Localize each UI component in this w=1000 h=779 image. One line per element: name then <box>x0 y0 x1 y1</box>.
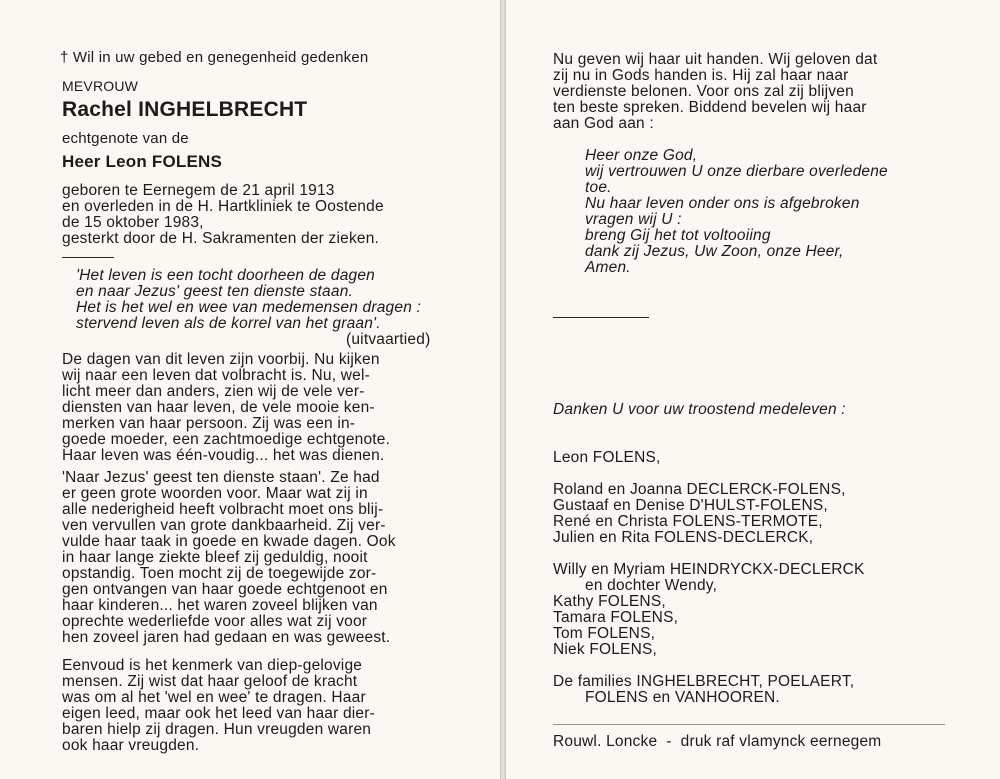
family-line: FOLENS en VANHOOREN. <box>585 689 780 706</box>
text-line: baren hielp zij dragen. Hun vreugden waren <box>62 721 372 738</box>
spouse-intro: echtgenote van de <box>62 130 189 147</box>
family-line: Niek FOLENS, <box>553 641 658 658</box>
prayer-line: Nu haar leven onder ons is afgebroken <box>585 195 860 212</box>
divider <box>553 317 649 318</box>
text-line: alle nederigheid heeft volbracht moet ons blij- <box>62 501 384 518</box>
prayer-line: wij vertrouwen U onze dierbare overledene <box>585 163 888 180</box>
bio-line: de 15 oktober 1983, <box>62 214 204 231</box>
text-line: aan God aan : <box>553 115 654 132</box>
family-line: De families INGHELBRECHT, POELAERT, <box>553 673 855 690</box>
deceased-name: Rachel INGHELBRECHT <box>62 98 308 121</box>
family-line: Kathy FOLENS, <box>553 593 666 610</box>
printer-footer: Rouwl. Loncke - druk raf vlamynck eernegem <box>553 733 882 750</box>
quote-line: Het is het wel en wee van medemensen dragen : <box>76 299 422 316</box>
bio-line: gesterkt door de H. Sakramenten der zieken. <box>62 230 380 247</box>
spouse-name: Heer Leon FOLENS <box>62 152 223 171</box>
text-line: eigen leed, maar ook het leed van haar dier- <box>62 705 375 722</box>
prayer-line: † Wil in uw gebed en genegenheid gedenken <box>60 49 369 66</box>
prayer-line: toe. <box>585 179 612 196</box>
text-line: ven vervullen van grote dankbaarheid. Zij ver- <box>62 517 386 534</box>
text-line: De dagen van dit leven zijn voorbij. Nu kijken <box>62 351 380 368</box>
family-line: Roland en Joanna DECLERCK-FOLENS, <box>553 481 846 498</box>
text-line: in haar lange ziekte bleef zij geduldig, nooit <box>62 549 368 566</box>
text-line: opstandig. Toen mocht zij de toegewijde zor- <box>62 565 377 582</box>
text-line: vulde haar taak in goede en kwade dagen. Ook <box>62 533 396 550</box>
footer-divider <box>553 724 945 725</box>
thanks-line: Danken U voor uw troostend medeleven : <box>553 401 846 418</box>
text-line: er geen grote woorden voor. Maar wat zij in <box>62 485 368 502</box>
family-line: Tom FOLENS, <box>553 625 656 642</box>
title-mevrouw: MEVROUW <box>62 78 139 94</box>
text-line: 'Naar Jezus' geest ten dienste staan'. Ze had <box>62 469 380 486</box>
text-line: Haar leven was één-voudig... het was dienen. <box>62 447 385 464</box>
text-line: zij nu in Gods handen is. Hij zal haar naar <box>553 67 849 84</box>
text-line: hen zoveel jaren had gedaan en was geweest. <box>62 629 391 646</box>
quote-line: 'Het leven is een tocht doorheen de dagen <box>76 267 375 284</box>
text-line: Nu geven wij haar uit handen. Wij geloven dat <box>553 51 878 68</box>
family-line: René en Christa FOLENS-TERMOTE, <box>553 513 823 530</box>
text-line: was om al het 'wel en wee' te dragen. Haar <box>62 689 366 706</box>
family-line: en dochter Wendy, <box>585 577 718 594</box>
text-line: merken van haar persoon. Zij was een in- <box>62 415 356 432</box>
text-line: mensen. Zij wist dat haar geloof de kracht <box>62 673 358 690</box>
text-line: gen ontvangen van haar goede echtgenoot en <box>62 581 388 598</box>
family-line: Tamara FOLENS, <box>553 609 679 626</box>
text-line: ook haar vreugden. <box>62 737 200 754</box>
text-line: ten beste spreken. Biddend bevelen wij haar <box>553 99 867 116</box>
prayer-line: Amen. <box>585 259 631 276</box>
family-line: Leon FOLENS, <box>553 449 661 466</box>
family-line: Julien en Rita FOLENS-DECLERCK, <box>553 529 814 546</box>
text-line: verdienste belonen. Voor ons zal zij blijven <box>553 83 854 100</box>
prayer-line: vragen wij U : <box>585 211 682 228</box>
bio-line: en overleden in de H. Hartkliniek te Oostende <box>62 198 384 215</box>
text-line: licht meer dan anders, zien wij de vele ver- <box>62 383 365 400</box>
text-line: haar kinderen... het waren zoveel blijken van <box>62 597 378 614</box>
quote-line: en naar Jezus' geest ten dienste staan. <box>76 283 354 300</box>
quote-source: (uitvaartied) <box>346 331 431 348</box>
prayer-line: dank zij Jezus, Uw Zoon, onze Heer, <box>585 243 844 260</box>
family-line: Willy en Myriam HEINDRYCKX-DECLERCK <box>553 561 865 578</box>
text-line: wij naar een leven dat volbracht is. Nu, wel- <box>62 367 370 384</box>
text-line: diensten van haar leven, de vele mooie ken- <box>62 399 375 416</box>
prayer-line: breng Gij het tot voltooiing <box>585 227 771 244</box>
text-line: goede moeder, een zachtmoedige echtgenote. <box>62 431 391 448</box>
family-line: Gustaaf en Denise D'HULST-FOLENS, <box>553 497 828 514</box>
bio-line: geboren te Eernegem de 21 april 1913 <box>62 182 335 199</box>
text-line: Eenvoud is het kenmerk van diep-gelovige <box>62 657 363 674</box>
quote-line: stervend leven als de korrel van het graan'. <box>76 315 381 332</box>
divider <box>62 257 114 258</box>
prayer-line: Heer onze God, <box>585 147 698 164</box>
text-line: oprechte wederliefde voor alles wat zij voor <box>62 613 368 630</box>
